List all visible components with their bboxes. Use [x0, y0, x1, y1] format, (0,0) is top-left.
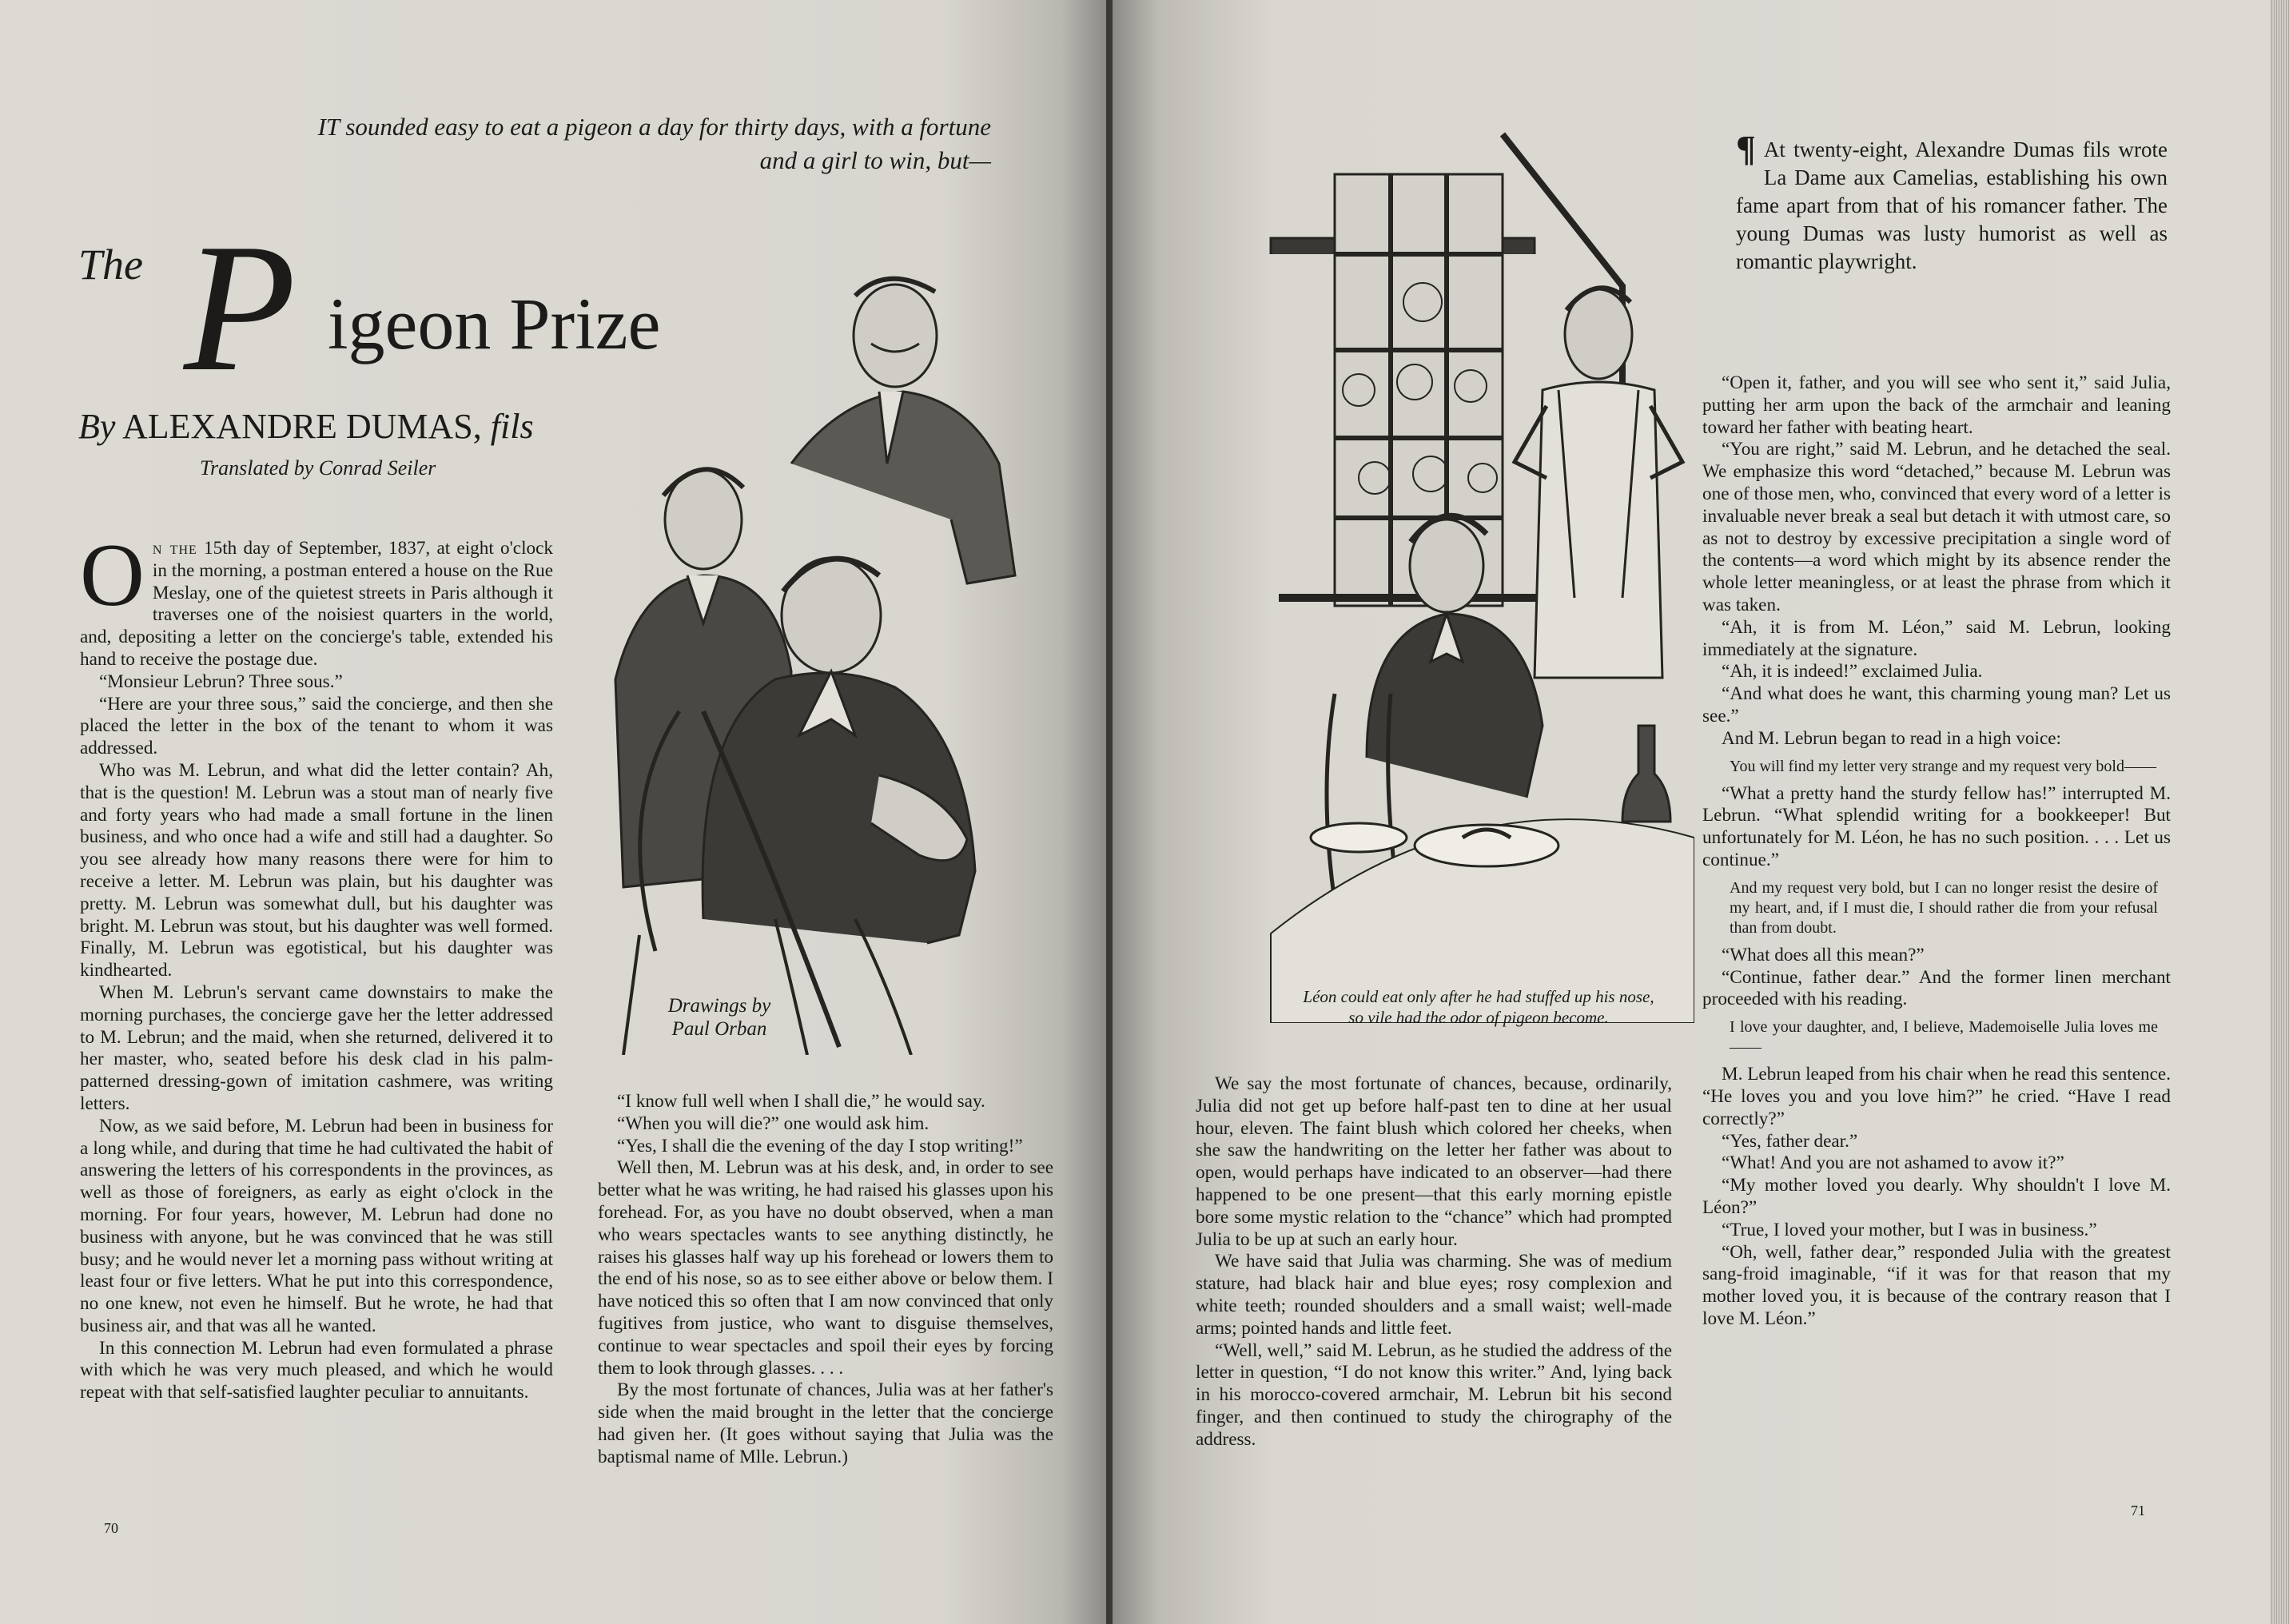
credit-line-2: Paul Orban	[671, 1018, 767, 1040]
credit-line-1: Drawings by	[667, 995, 771, 1017]
paragraph: “Ah, it is indeed!” exclaimed Julia.	[1722, 661, 1983, 683]
column-2	[598, 1091, 1053, 1469]
deck	[184, 110, 991, 177]
illustration-caption: Léon could eat only after he had stuffed up his nose, so vile had the odor of pigeon become.	[1303, 987, 1654, 1027]
paragraph: “Open it, father, and you will see who sent it,” said Julia, putting her arm upon the back of the armchair and leaning toward her father with beating heart.	[1702, 372, 2171, 438]
paragraph: “Yes, I shall die the evening of the day I stop writing!”	[617, 1135, 1023, 1156]
deck-line-2: and a girl to win, but—	[759, 146, 991, 174]
pull-quote-text: At twenty-eight, Alexandre Dumas fils wrote La Dame aux Camelias, establishing his own fame apart from that of his romancer father. The young Dumas was lusty humorist as well as romantic playwright.	[1736, 137, 2168, 273]
column-4	[1702, 372, 2171, 1331]
illustration-credit	[639, 994, 799, 1041]
column-3	[1196, 1073, 1672, 1451]
right-page	[1113, 0, 2270, 1624]
paragraph: “And what does he want, this charming young man? Let us see.”	[1702, 683, 2171, 726]
translator-credit: Translated by Conrad Seiler	[200, 456, 436, 480]
illustration-three-men-drawing	[591, 264, 1071, 1055]
page-edges	[2270, 0, 2289, 1624]
paragraph: “Yes, father dear.”	[1722, 1130, 1858, 1152]
paragraph: “What a pretty hand the sturdy fellow has!” interrupted M. Lebrun. “What splendid writing for a bookkeeper! But unfortunately for M. Léon, he has no such position. . . . Let us continue.”	[1702, 782, 2171, 870]
paragraph: We have said that Julia was charming. She was of medium stature, had black hair and blue eyes; rosy complexion and white teeth; rounded shoulders and a small waist; well-made arms; pointed hands and little feet.	[1196, 1251, 1672, 1339]
column-1	[80, 526, 554, 1404]
paragraph: “Here are your three sous,” said the concierge, and then she placed the letter in the box of the tenant to whom it was addressed.	[80, 693, 553, 759]
paragraph-mark-icon: ¶	[1736, 128, 1756, 169]
paragraph: M. Lebrun leaped from his chair when he read this sentence. “He loves you and you love him?” he cried. “Have I read correctly?”	[1702, 1064, 2171, 1129]
byline-by: By	[78, 407, 116, 446]
paragraph: Well then, M. Lebrun was at his desk, and, in order to see better what he was writing, he had raised his glasses upon his forehead. For, as you have no doubt observed, when a man who wears spectacles wants to see anything distinctly, he raises his glasses half way up his forehead or lowers them to the end of his nose, so as to see either above or below them. I have noticed this so often that I am now convinced that only fugitives from justice, who want to disguise themselves, continue to wear spectacles and spoil their eyes by forcing them to look through glasses. . . .	[598, 1157, 1053, 1379]
quoted-letter: And my request very bold, but I can no longer resist the desire of my heart, and, if I must die, I should rather die from your refusal than from doubt.	[1730, 878, 2158, 937]
paragraph: “You are right,” said M. Lebrun, and he detached the seal. We emphasize this word “detached,” because M. Lebrun was one of those men, who, convinced that every word of a letter is invaluable never break a seal but detach it with utmost care, so as not to destroy by excessive precipitation a single word of the contents—a word which might by its absence render the whole letter meaningless, or at least the phrase from which it was taken.	[1702, 439, 2171, 615]
left-page	[0, 0, 1106, 1624]
paragraph: “Well, well,” said M. Lebrun, as he studied the address of the letter in question, “I do not know this writer.” And, lying back in his morocco-covered armchair, M. Lebrun bit his second finger, and then continued to study the chirography of the address.	[1196, 1339, 1672, 1450]
page-number-left: 70	[104, 1520, 118, 1536]
paragraph: “I know full well when I shall die,” he would say.	[617, 1091, 985, 1112]
deck-line-1: IT sounded easy to eat a pigeon a day for thirty days, with a fortune	[317, 113, 991, 141]
byline	[78, 406, 534, 447]
paragraph: “True, I loved your mother, but I was in business.”	[1722, 1219, 2097, 1240]
pull-quote	[1736, 128, 2168, 276]
illustration-dining-scene	[1263, 118, 1694, 1023]
title-initial: P	[184, 205, 297, 409]
paragraph: “Oh, well, father dear,” responded Julia with the greatest sang-froid imaginable, “if it was for that reason that my mother loved you, it is because of the contrary reason that I love M. Léon.”	[1702, 1241, 2171, 1329]
paragraph: And M. Lebrun began to read in a high voice:	[1722, 727, 2061, 749]
byline-author: ALEXANDRE DUMAS,	[121, 407, 482, 446]
paragraph: We say the most fortunate of chances, because, ordinarily, Julia did not get up before half-past ten to dine at her usual hour, eleven. The faint blush which colored her cheeks, when she saw the handwriting on the letter her father was about to open, would perhaps have indicated to an observer—had there happened to be one present—that this early morning epistle bore some mystic relation to the “chance” which had prompted Julia to be up at such an early hour.	[1196, 1073, 1672, 1250]
paragraph: “Continue, father dear.” And the former linen merchant proceeded with his reading.	[1702, 966, 2171, 1010]
illustration-dining-scene-drawing	[1263, 118, 1694, 1023]
title-rest: igeon Prize	[328, 283, 661, 364]
paragraph: When M. Lebrun's servant came downstairs to make the morning purchases, the concierge gave her the letter addressed to M. Lebrun; and the maid, when she returned, delivered it to her master, who, seated before his desk clad in his palm-patterned dressing-gown of imitation cashmere, was writing letters.	[80, 981, 553, 1114]
drop-cap: O	[80, 526, 145, 625]
quoted-letter: I love your daughter, and, I believe, Mademoiselle Julia loves me——	[1730, 1018, 2158, 1057]
binding-gutter	[1106, 0, 1113, 1624]
paragraph: “When you will die?” one would ask him.	[617, 1113, 930, 1134]
paragraph: “Ah, it is from M. Léon,” said M. Lebrun, looking immediately at the signature.	[1702, 616, 2171, 660]
page-number-right: 71	[2131, 1503, 2145, 1519]
paragraph: “Monsieur Lebrun? Three sous.”	[99, 671, 343, 692]
title-the: The	[78, 241, 143, 289]
paragraph: Now, as we said before, M. Lebrun had been in business for a long while, and during that time he had cultivated the habit of answering the letters of his correspondents in the provinces, as well as those of foreigners, as early as eight o'clock in the morning. For four years, however, M. Lebrun had done no business with anyone, but he was convinced that he was still busy; and he would never let a morning pass without writing at least four or five letters. What he put into this correspondence, no one knew, not even he himself. But he wrote, he had that business air, and that was all he wanted.	[80, 1115, 553, 1336]
opening-small-caps: n the	[152, 538, 197, 559]
byline-suffix: fils	[490, 407, 534, 446]
paragraph: “My mother loved you dearly. Why shouldn't I love M. Léon?”	[1702, 1175, 2171, 1218]
quoted-letter: You will find my letter very strange and my request very bold——	[1730, 757, 2156, 775]
paragraph: Who was M. Lebrun, and what did the letter contain? Ah, that is the question! M. Lebrun was a stout man of nearly five and forty years who had made a small fortune in the linen business, and who once had a wife and still had a daughter. So you see already how many reasons there were for him to receive a letter. M. Lebrun was plain, but his daughter was pretty. M. Lebrun was somewhat dull, but his daughter was bright. M. Lebrun was stout, but his daughter was well formed. Finally, M. Lebrun was egotistical, but his daughter was kindhearted.	[80, 759, 553, 981]
paragraph: “What does all this mean?”	[1722, 944, 1925, 965]
illustration-three-men	[591, 264, 1071, 1055]
paragraph: By the most fortunate of chances, Julia was at her father's side when the maid brought in the letter that the concierge had given her. (It goes without saying that Julia was the baptismal name of Mlle. Lebrun.)	[598, 1379, 1053, 1467]
paragraph: “What! And you are not ashamed to avow it?”	[1722, 1152, 2064, 1174]
paragraph: 15th day of September, 1837, at eight o'clock in the morning, a postman entered a house on the Rue Meslay, one of the quietest streets in Paris although it traverses one of the noisiest quarters in the world, and, depositing a letter on the concierge's table, extended his hand to receive the postage due.	[80, 538, 554, 670]
opening-paragraph	[80, 526, 554, 671]
paragraph: In this connection M. Lebrun had even formulated a phrase with which he was very much pleased, and which he would repeat with that self-satisfied laughter peculiar to annuitants.	[80, 1337, 553, 1403]
